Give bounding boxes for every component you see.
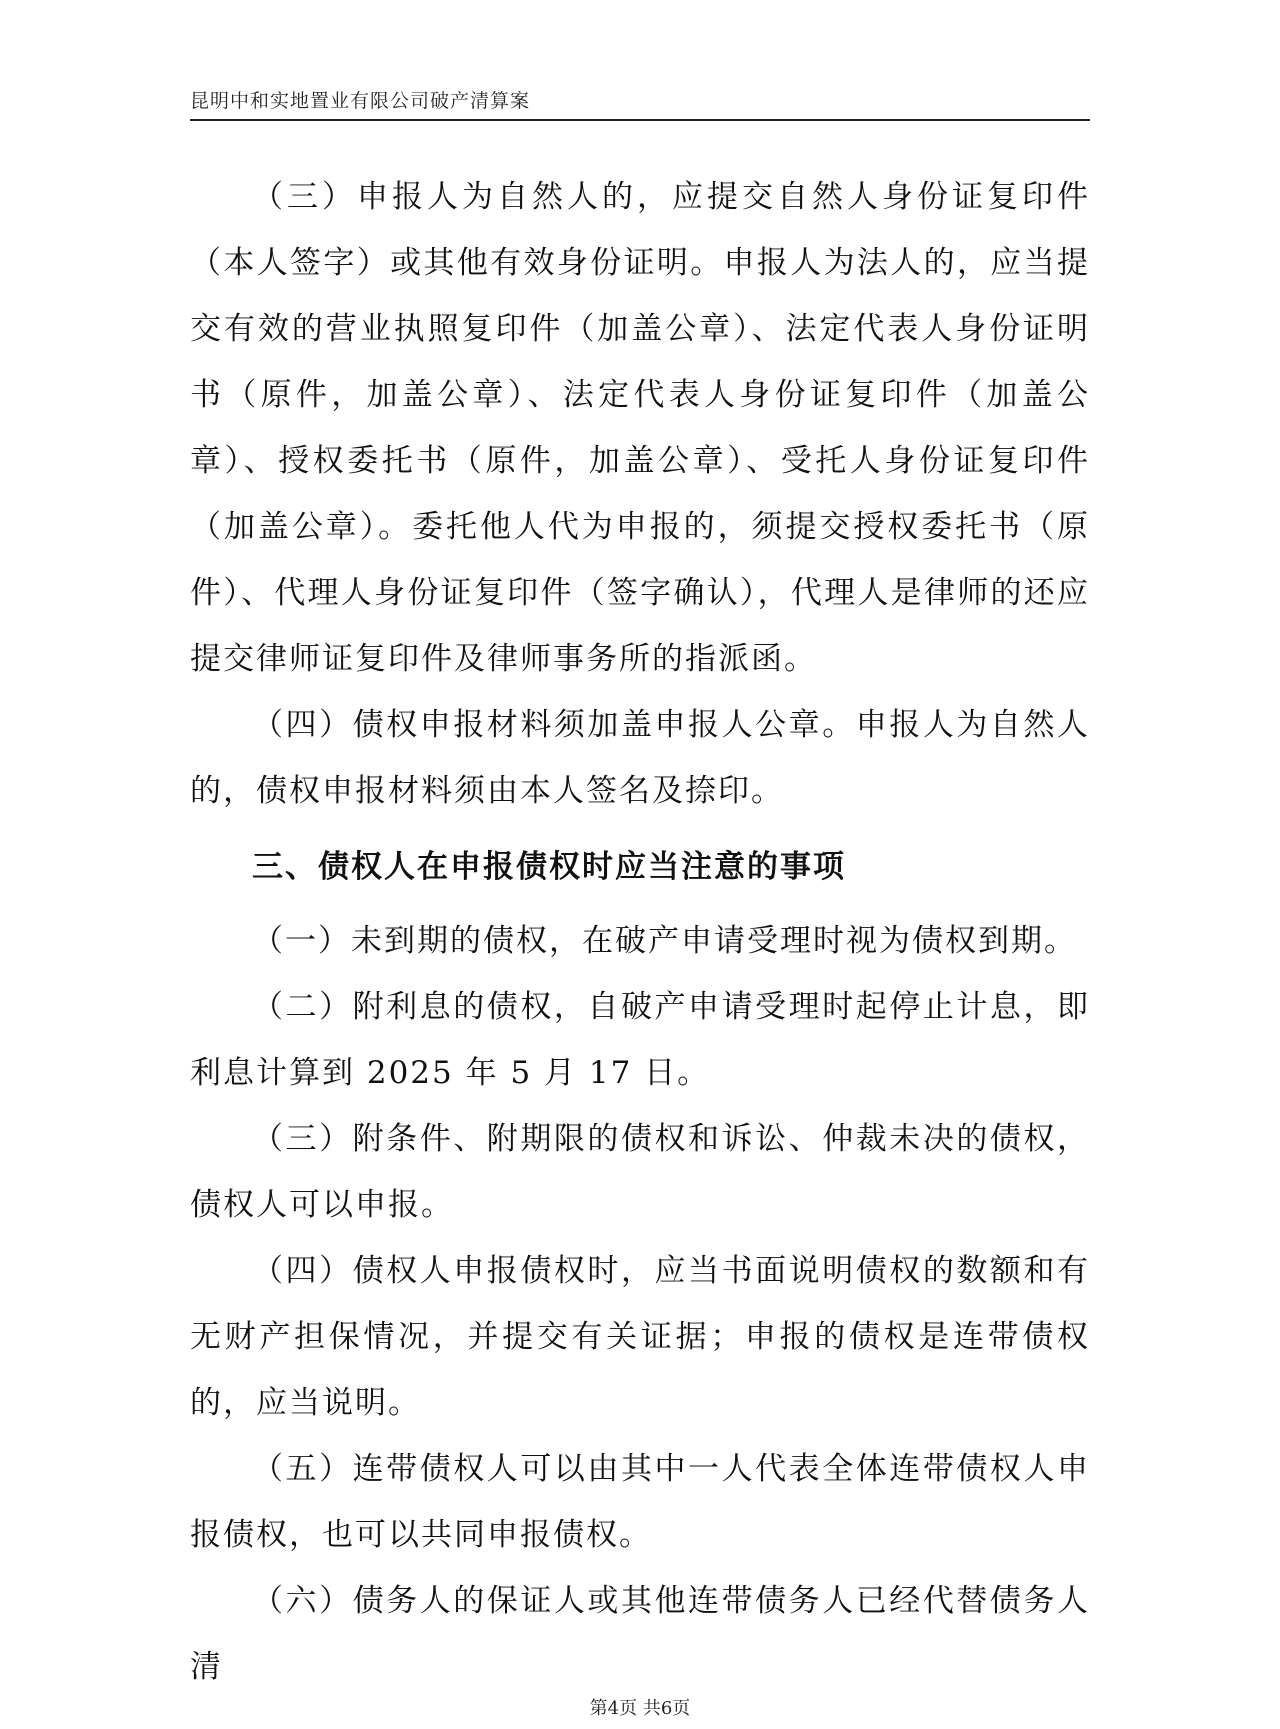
document-header: 昆明中和实地置业有限公司破产清算案 (190, 90, 531, 112)
paragraph-guarantor: （六）债务人的保证人或其他连带债务人已经代替债务人清 (190, 1583, 1090, 1685)
paragraph-identity-documents: （三）申报人为自然人的，应提交自然人身份证复印件（本人签字）或其他有效身份证明。申报人为法人的，应当提交有效的营业执照复印件（加盖公章）、法定代表人身份证明书（原件，加盖公章）、法定代表人身份证复印件（加盖公章）、授权委托书（原件，加盖公章）、受托人身份证复印件（加盖公章）。委托他人代为申报的，须提交授权委托书（原件）、代理人身份证复印件（签字确认），代理人是律师的还应提交律师证复印件及律师事务所的指派函。 (190, 179, 1090, 677)
paragraph-unmatured-claims: （一）未到期的债权，在破产申请受理时视为债权到期。 (252, 923, 1077, 959)
paragraph-claim-statement: （四）债权人申报债权时，应当书面说明债权的数额和有无财产担保情况，并提交有关证据；申报的债权是连带债权的，应当说明。 (190, 1253, 1090, 1421)
paragraph-conditional-claims: （三）附条件、附期限的债权和诉讼、仲裁未决的债权，债权人可以申报。 (190, 1121, 1090, 1223)
header-divider (190, 119, 1090, 121)
paragraph-seal-requirement: （四）债权申报材料须加盖申报人公章。申报人为自然人的，债权申报材料须由本人签名及捺印。 (190, 707, 1090, 809)
page-number: 第4页 共6页 (589, 1698, 691, 1719)
paragraph-interest-claims: （二）附利息的债权，自破产申请受理时起停止计息，即利息计算到 2025 年 5 月 17 日。 (190, 989, 1090, 1091)
document-body (190, 164, 1090, 1700)
section-heading-precautions: 三、债权人在申报债权时应当注意的事项 (252, 849, 846, 885)
paragraph-joint-creditors: （五）连带债权人可以由其中一人代表全体连带债权人申报债权，也可以共同申报债权。 (190, 1451, 1090, 1553)
